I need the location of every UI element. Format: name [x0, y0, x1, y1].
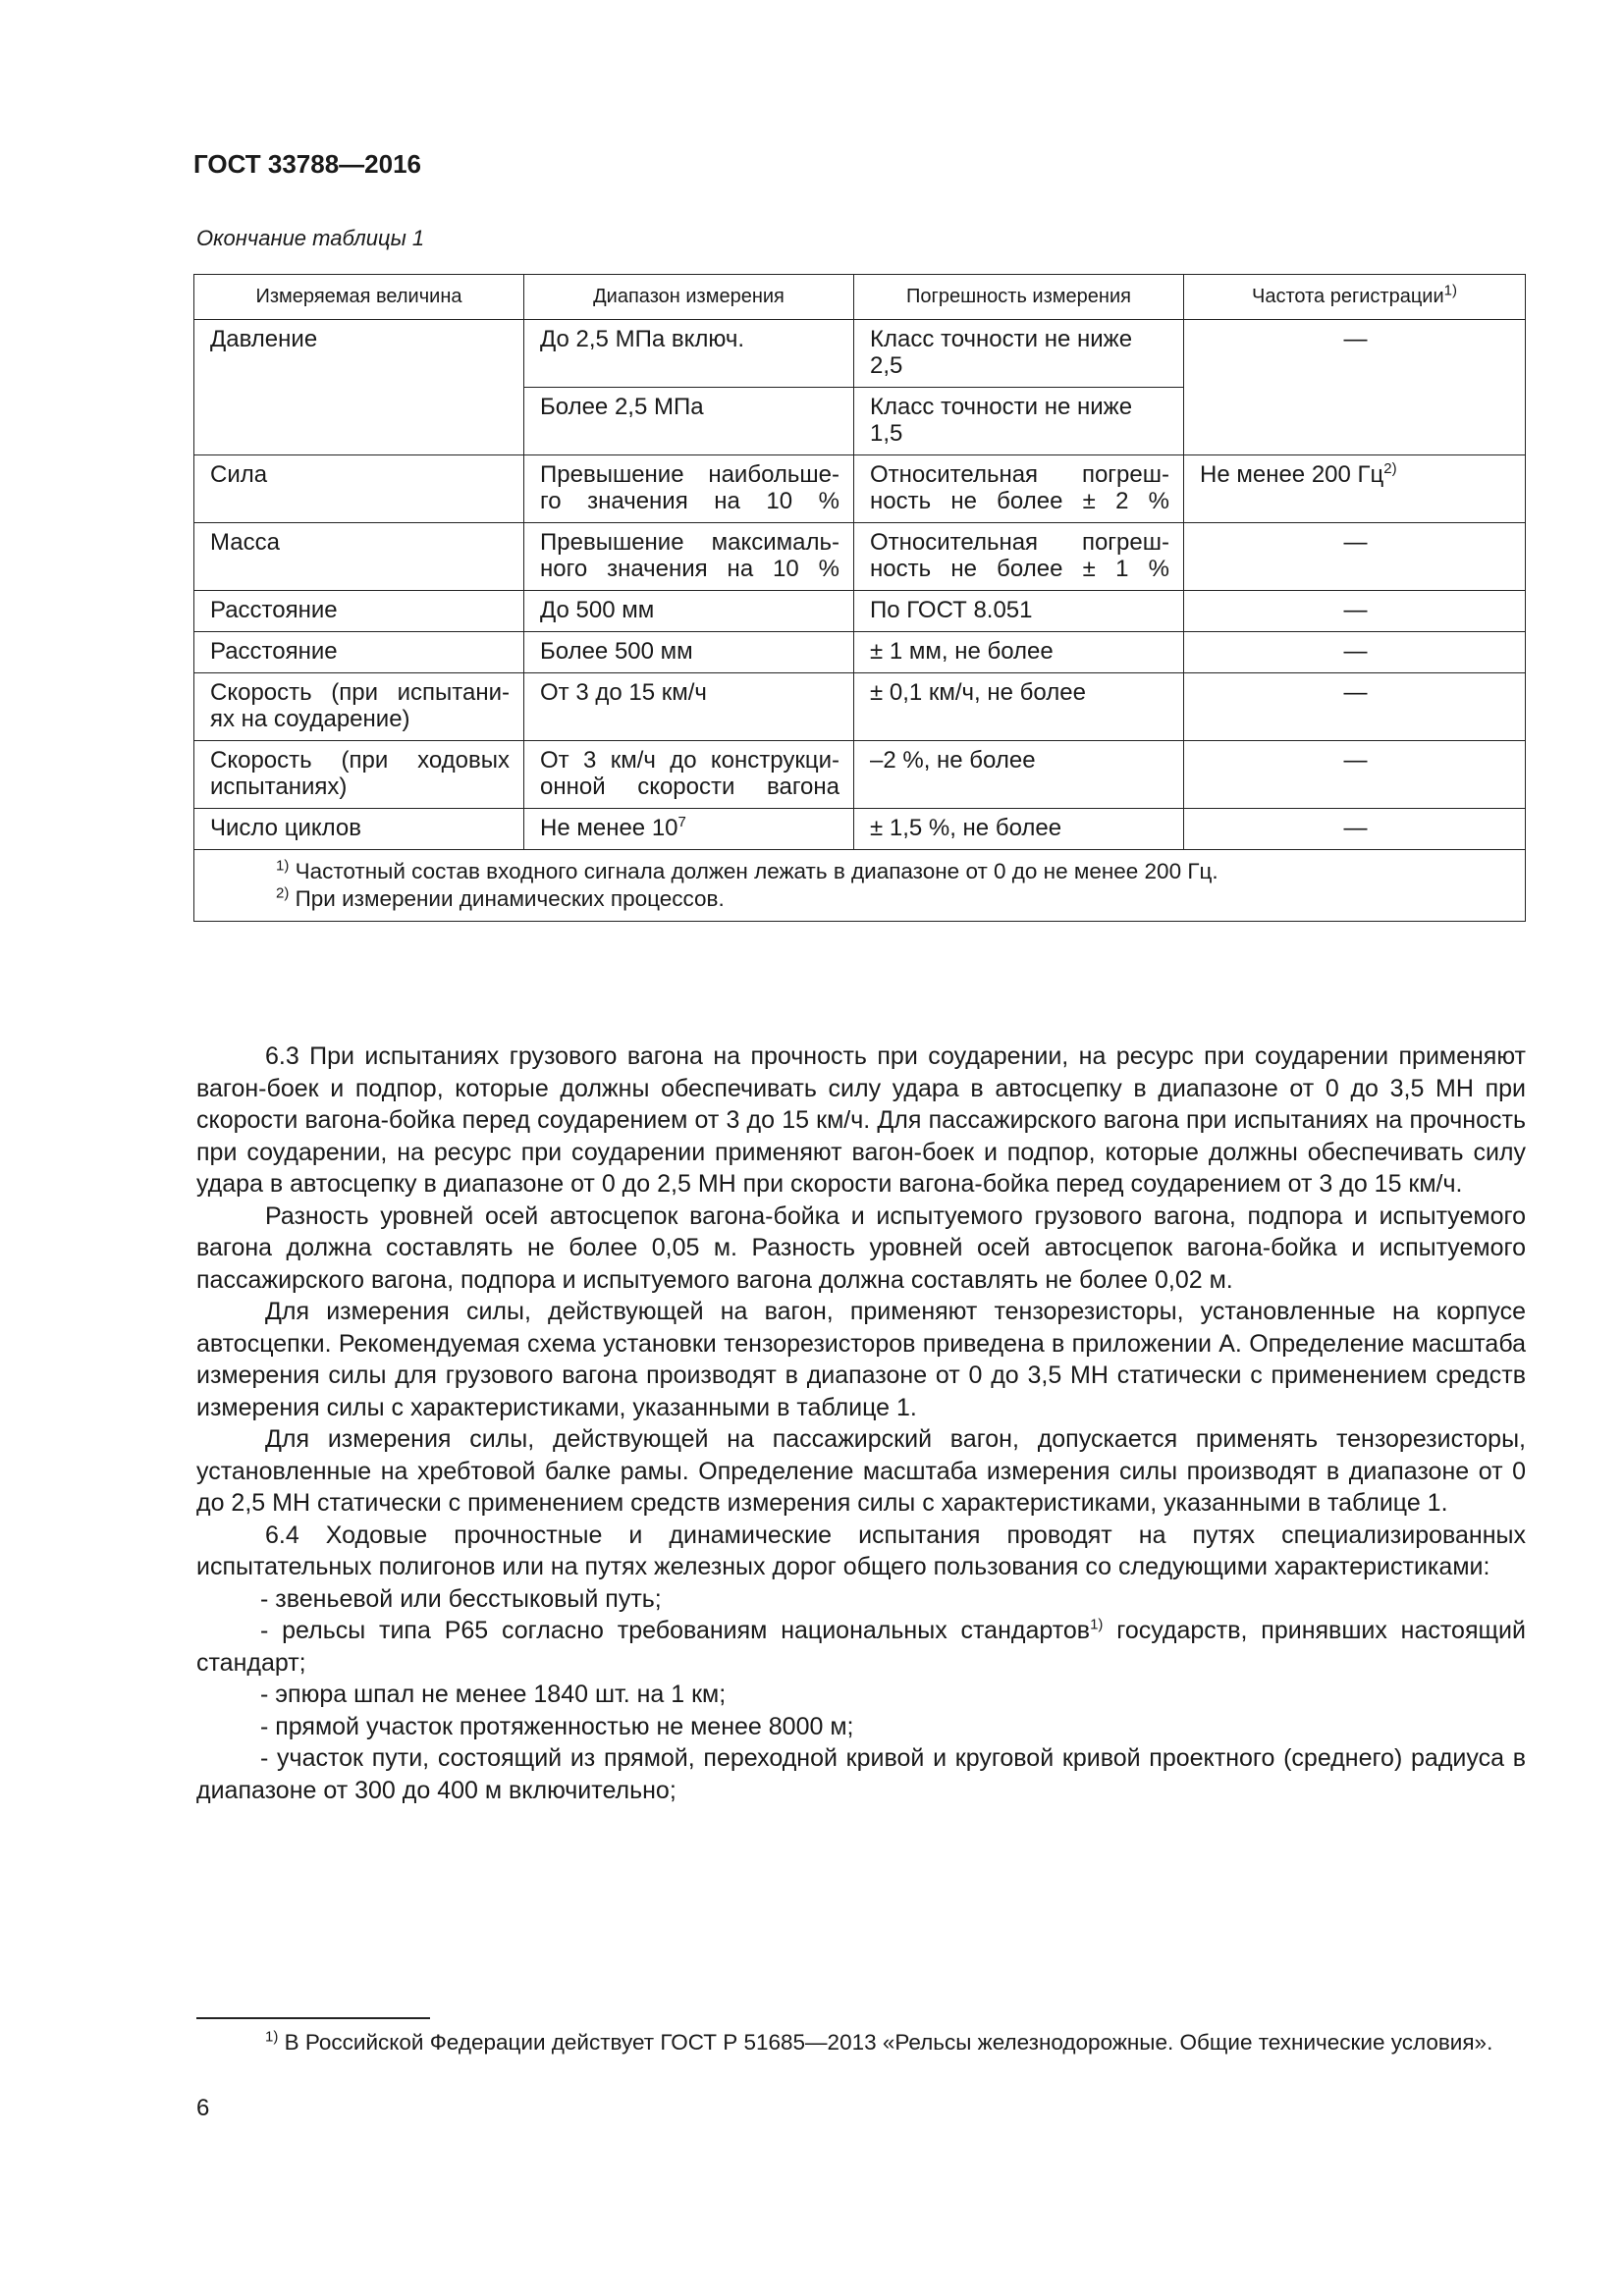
table-caption: Окончание таблицы 1 — [196, 226, 425, 250]
footnote-mark: 1) — [265, 2028, 279, 2046]
footnote-mark: 1) — [276, 857, 290, 875]
quantity-cell: Давление — [194, 320, 524, 455]
footnote-mark: 2) — [1383, 460, 1397, 477]
footnote-divider — [196, 2017, 430, 2019]
frequency-cell: — — [1184, 320, 1526, 455]
column-header: Частота регистрации$^{1)}$ — [1184, 275, 1526, 320]
range-cell: Не менее $10^7$ — [524, 809, 854, 850]
table-row — [194, 455, 1526, 523]
error-cell: Класс точности не ниже 2,5 — [854, 320, 1184, 388]
quantity-cell: Скорость (при испытани- ях на соударение) — [194, 673, 524, 741]
table-row — [194, 591, 1526, 632]
range-cell: От 3 до 15 км/ч — [524, 673, 854, 741]
paragraph: 6.4 Ходовые прочностные и динамические испытания проводят на путях специализированных испытательных полигонов или на путях железных дорог общего пользования со следующими характеристиками: — [196, 1521, 1526, 1580]
table-footnotes-row — [194, 850, 1526, 922]
frequency-cell: — — [1184, 591, 1526, 632]
paragraph: 6.3 При испытаниях грузового вагона на прочность при соударении, на ресурс при соударении применяют вагон-боек и подпор, которые должны обеспечивать силу удара в автосцепку в диапазоне от 0 до 3,5 МН при скорости вагона-бойка перед соударением от 3 до 15 км/ч. Для пассажирского вагона при испытаниях на прочность при соударении, на ресурс при соударении применяют вагон-боек и подпор, которые должны обеспечивать силу удара в автосцепку в диапазоне от 0 до 2,5 МН при скорости вагона-бойка перед соударением от 3 до 15 км/ч. — [196, 1042, 1526, 1198]
quantity-cell: Масса — [194, 523, 524, 591]
superscript: 7 — [677, 814, 686, 830]
quantity-cell: Число циклов — [194, 809, 524, 850]
table-footnote: $^{1)}$ Частотный состав входного сигнала должен лежать в диапазоне от 0 до не менее 200 Гц. — [276, 857, 1218, 883]
frequency-cell: — — [1184, 523, 1526, 591]
paragraph: Для измерения силы, действующей на вагон, применяют тензорезисторы, установленные на корпусе автосцепки. Рекомендуемая схема установки тензорезисторов приведена в приложении А. Определение масштаба измерения силы для грузового вагона производят в диапазоне от 0 до 3,5 МН статически с применением средств измерения силы с характеристиками, указанными в таблице 1. — [196, 1298, 1526, 1421]
table-row — [194, 523, 1526, 591]
range-cell: Более 500 мм — [524, 632, 854, 673]
column-header: Диапазон измерения — [524, 275, 854, 320]
range-cell: Превышение максималь- ного значения на 10 % — [524, 523, 854, 591]
error-cell: По ГОСТ 8.051 — [854, 591, 1184, 632]
paragraph: Для измерения силы, действующей на пассажирский вагон, допускается применять тензорезисторы, установленные на хребтовой балке рамы. Определение масштаба измерения силы производят в диапазоне от 0 до 2,5 МН статически с применением средств измерения силы с характеристиками, указанными в таблице 1. — [196, 1425, 1526, 1517]
table-row — [194, 673, 1526, 741]
footnote-mark: 1) — [1443, 282, 1457, 299]
error-cell: Класс точности не ниже 1,5 — [854, 388, 1184, 455]
range-cell: Более 2,5 МПа — [524, 388, 854, 455]
table-row — [194, 632, 1526, 673]
error-cell: Относительная погреш- ность не более ± 1 % — [854, 523, 1184, 591]
frequency-cell: — — [1184, 809, 1526, 850]
table-row — [194, 809, 1526, 850]
column-header: Погрешность измерения — [854, 275, 1184, 320]
column-header: Измеряемая величина — [194, 275, 524, 320]
frequency-cell: Не менее 200 $Гц^{2)}$ — [1184, 455, 1526, 523]
list-item: - эпюра шпал не менее 1840 шт. на 1 км; — [260, 1681, 727, 1708]
frequency-cell: — — [1184, 741, 1526, 809]
measurement-table — [193, 274, 1526, 922]
range-cell: До 2,5 МПа включ. — [524, 320, 854, 388]
list-item: - рельсы типа Р65 согласно требованиям национальных стандартов$^{1)}$ государств, принявших настоящий стандарт; — [196, 1616, 1526, 1677]
table-footnotes — [194, 850, 1526, 922]
table-footnote: $^{2)}$ При измерении динамических процессов. — [276, 884, 725, 911]
body-text — [196, 1041, 1526, 1806]
page-number: 6 — [196, 2095, 210, 2121]
list-item: - прямой участок протяженностью не менее 8000 м; — [260, 1712, 854, 1740]
quantity-cell: Скорость (при ходовых испытаниях) — [194, 741, 524, 809]
table-row — [194, 741, 1526, 809]
document-code: ГОСТ 33788—2016 — [193, 149, 421, 179]
list-item: - звеньевой или бесстыковый путь; — [260, 1584, 662, 1613]
list-item: - участок пути, состоящий из прямой, переходной кривой и круговой кривой проектного (среднего) радиуса в диапазоне от 300 до 400 м включительно; — [196, 1744, 1526, 1804]
range-cell: Превышение наибольше- го значения на 10 % — [524, 455, 854, 523]
quantity-cell: Расстояние — [194, 591, 524, 632]
footnote-mark: 1) — [1090, 1616, 1104, 1633]
footnote-mark: 2) — [276, 884, 290, 902]
error-cell: –2 %, не более — [854, 741, 1184, 809]
error-cell: ± 1,5 %, не более — [854, 809, 1184, 850]
range-cell: От 3 км/ч до конструкци- онной скорости вагона — [524, 741, 854, 809]
error-cell: Относительная погреш- ность не более ± 2 % — [854, 455, 1184, 523]
quantity-cell: Сила — [194, 455, 524, 523]
frequency-cell: — — [1184, 673, 1526, 741]
quantity-cell: Расстояние — [194, 632, 524, 673]
range-cell: До 500 мм — [524, 591, 854, 632]
error-cell: ± 0,1 км/ч, не более — [854, 673, 1184, 741]
table-row — [194, 320, 1526, 388]
frequency-cell: — — [1184, 632, 1526, 673]
page-footnote: $^{1)}$ В Российской Федерации действует ГОСТ Р 51685—2013 «Рельсы железнодорожные. Общие технические условия». — [265, 2028, 1493, 2055]
table-header-row — [194, 275, 1526, 320]
error-cell: ± 1 мм, не более — [854, 632, 1184, 673]
paragraph: Разность уровней осей автосцепок вагона-бойка и испытуемого грузового вагона, подпора и испытуемого вагона должна составлять не более 0,05 м. Разность уровней осей автосцепок вагона-бойка и испытуемого пассажирского вагона, подпора и испытуемого вагона должна составлять не более 0,02 м. — [196, 1201, 1526, 1294]
